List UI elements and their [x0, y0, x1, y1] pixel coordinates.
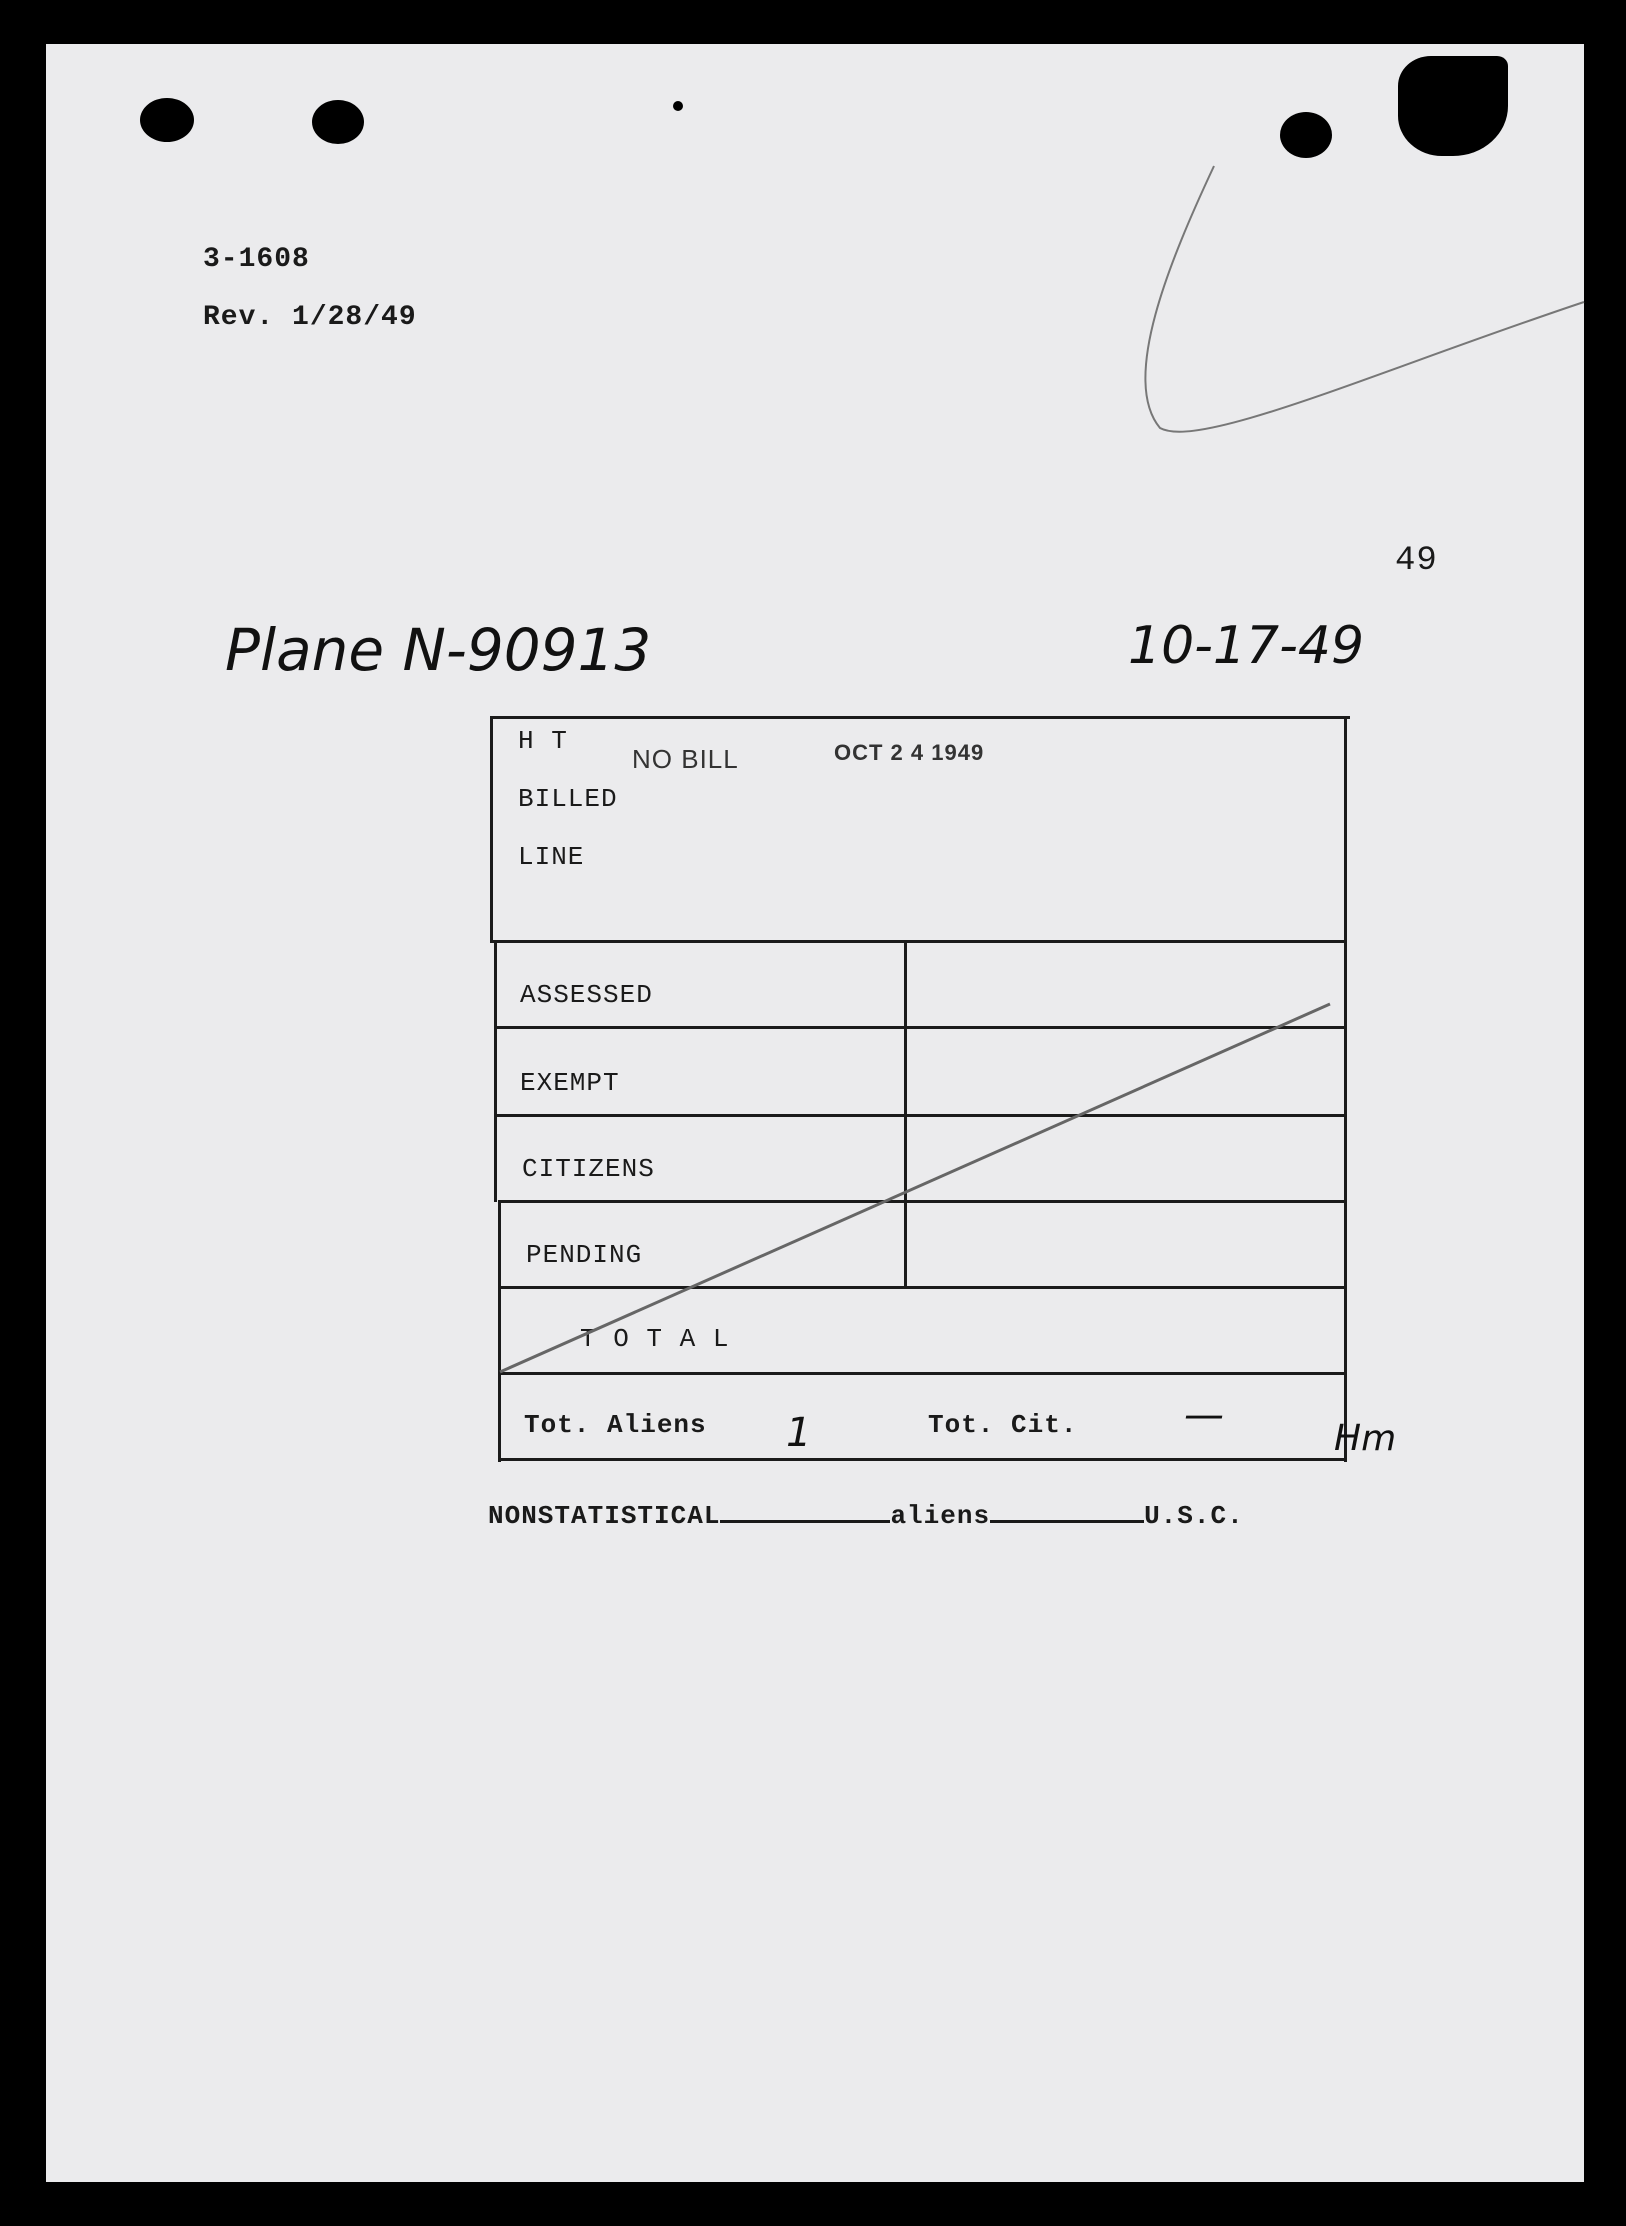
handwritten-initials: Hm [1334, 1418, 1397, 1459]
label-nonstatistical: NONSTATISTICAL [488, 1501, 721, 1531]
label-assessed: ASSESSED [520, 980, 653, 1010]
label-pending: PENDING [526, 1240, 643, 1270]
handwritten-tot-aliens: 1 [786, 1410, 812, 1456]
handwritten-tot-cit: — [1184, 1392, 1224, 1438]
label-usc: U.S.C. [1144, 1501, 1244, 1531]
label-tot-aliens: Tot. Aliens [524, 1410, 707, 1440]
label-total: T O T A L [580, 1324, 730, 1354]
handwritten-plane: Plane N-90913 [225, 616, 652, 684]
label-ht: H T [518, 726, 568, 756]
label-billed: BILLED [518, 784, 618, 814]
handwritten-date: 10-17-49 [1128, 616, 1365, 676]
form-revision: Rev. 1/28/49 [203, 302, 417, 333]
pencil-diagonal [500, 1004, 1330, 1372]
label-line: LINE [518, 842, 585, 872]
form-number: 3-1608 [203, 244, 310, 275]
label-exempt: EXEMPT [520, 1068, 620, 1098]
pencil-curve [1145, 166, 1584, 432]
page-number: 49 [1395, 542, 1438, 580]
label-citizens: CITIZENS [522, 1154, 655, 1184]
date-stamp: OCT 2 4 1949 [834, 740, 985, 765]
label-tot-cit: Tot. Cit. [928, 1410, 1078, 1440]
label-aliens: aliens [890, 1501, 991, 1531]
no-bill-stamp: NO BILL [632, 744, 739, 774]
